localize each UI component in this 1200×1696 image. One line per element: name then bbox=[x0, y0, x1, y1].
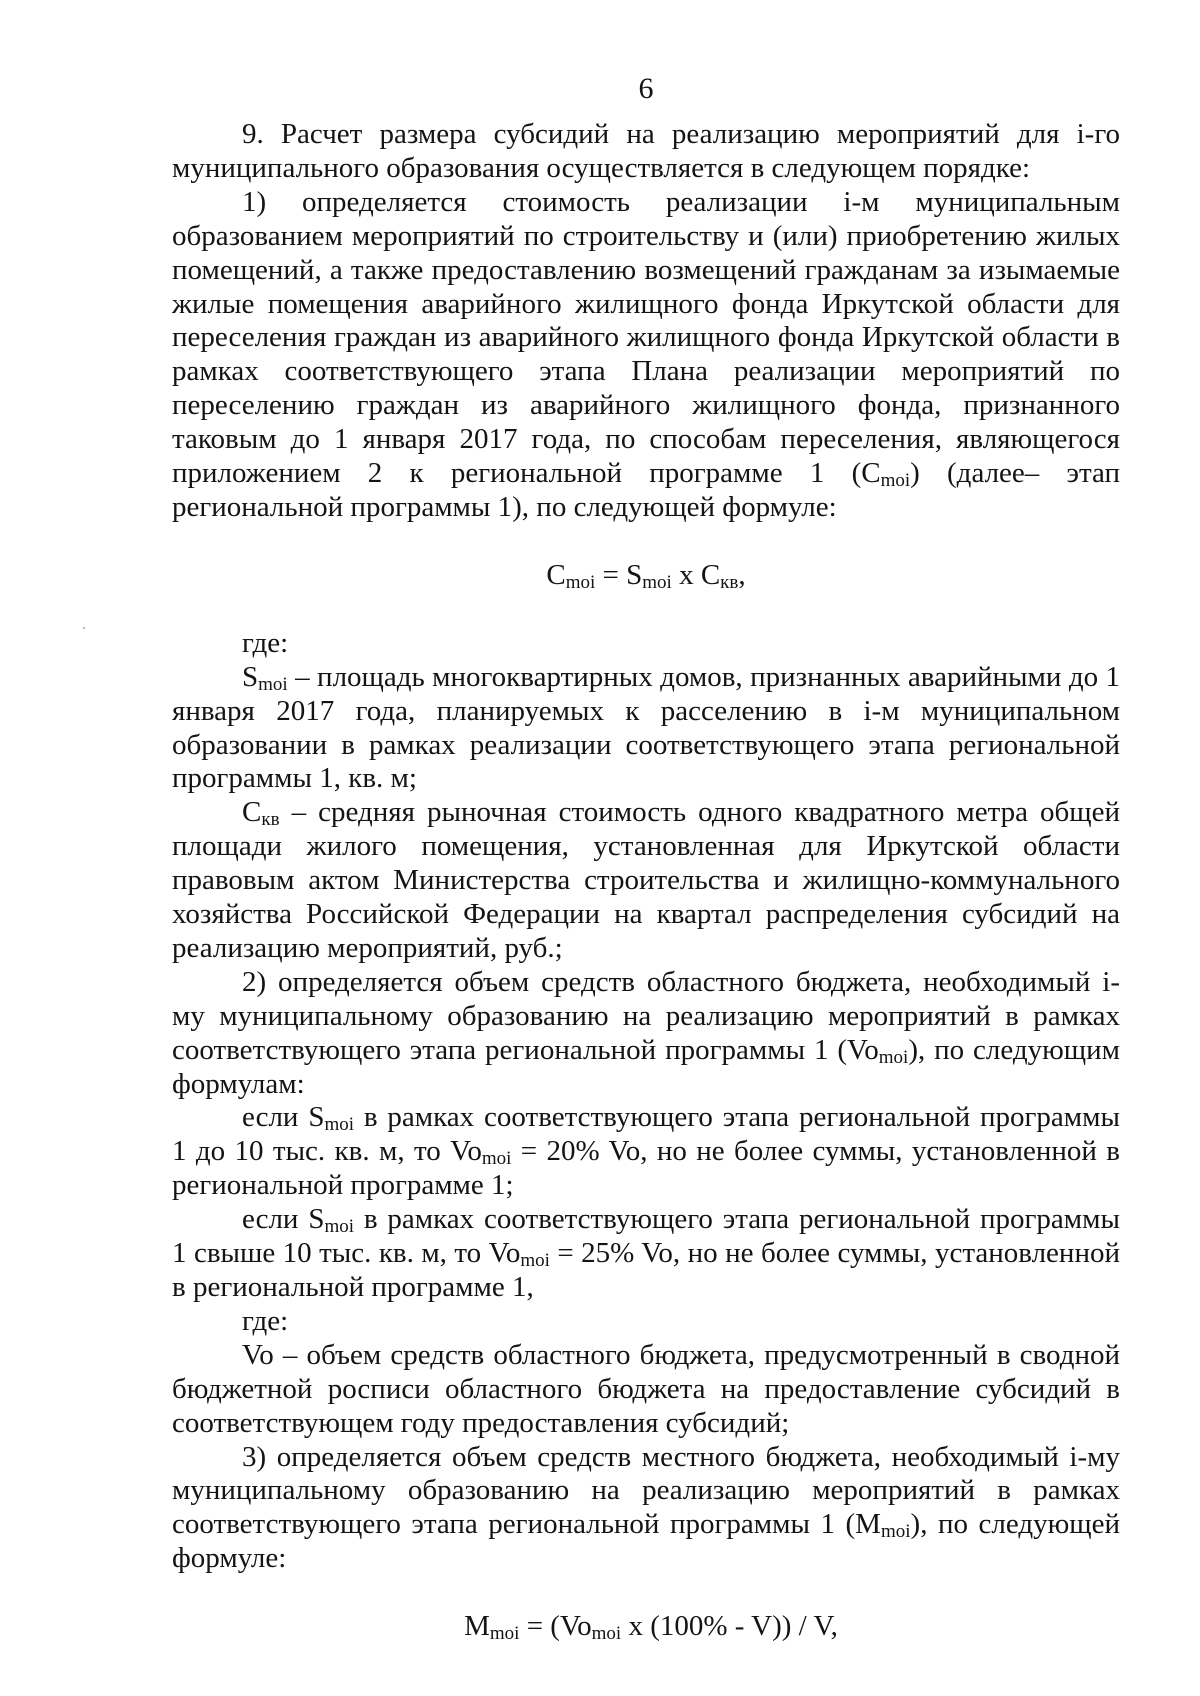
paragraph-step-1: 1) определяется стоимость реализации i-м муниципальным образованием мероприятий по строительству и (или) приобретению жилых помещений, а также предоставлению возмещений гражданам за изымаемые жилые помещения аварийного жилищного фонда Иркутской области для переселения граждан из аварийного жилищного фонда Иркутской области в рамках соответствующего этапа Плана реализации мероприятий по переселению граждан из аварийного жилищного фонда, признанного таковым до 1 января 2017 года, по способам переселения, являющегося приложением 2 к региональной программе 1 $(C_{moi})$ (далее– этап региональной программы 1), по следующей формуле: bbox=[172, 185, 1120, 523]
formula-cost: $C_{moi} = S_{moi}$ x $C_{кв}$, bbox=[546, 558, 746, 593]
where-label-2: где: bbox=[242, 1304, 289, 1337]
scan-speck bbox=[83, 627, 85, 629]
paragraph-step-3: 3) определяется объем средств местного бюджета, необходимый i-му муниципальному образованию на реализацию мероприятий в рамках соответствующего этапа региональной программы 1 $(M_{moi})$, по следующей формуле: bbox=[172, 1440, 1120, 1575]
condition-up-to-10k: если $S_{moi}$ в рамках соответствующего этапа региональной программы 1 до 10 тыс. кв. м, то $Vo_{moi} = 20\%$ Vo, но не более суммы, установленной в региональной программе 1; bbox=[172, 1101, 1120, 1202]
page-number: 6 bbox=[638, 72, 654, 105]
paragraph-step-2: 2) определяется объем средств областного бюджета, необходимый i-му муниципальному образованию на реализацию мероприятий в рамках соответствующего этапа региональной программы 1 $(Vo_{moi})$, по следующим формулам: bbox=[172, 965, 1120, 1100]
formula-local-budget: $M_{moi} = (Vo_{moi}$ x (100% - V)) / V, bbox=[464, 1610, 838, 1645]
definition-c-kv: $C_{кв}$ – средняя рыночная стоимость одного квадратного метра общей площади жилого помещения, установленная для Иркутской области правовым актом Министерства строительства и жилищно-коммунального хозяйства Российской Федерации на квартал распределения субсидий на реализацию мероприятий, руб.; bbox=[172, 796, 1120, 964]
definition-vo: Vo – объем средств областного бюджета, предусмотренный в сводной бюджетной росписи областного бюджета на предоставление субсидий в соответствующем году предоставления субсидий; bbox=[172, 1338, 1120, 1439]
where-label-1: где: bbox=[242, 626, 289, 659]
document-body bbox=[172, 118, 1120, 1644]
condition-over-10k: если $S_{moi}$ в рамках соответствующего этапа региональной программы 1 свыше 10 тыс. кв. м, то $Vo_{moi} = 25\%$ Vo, но не более суммы, установленной в региональной программе 1, bbox=[172, 1203, 1120, 1303]
definition-s-moi: $S_{moi}$ – площадь многоквартирных домов, признанных аварийными до 1 января 2017 года, планируемых к расселению в i-м муниципальном образовании в рамках реализации соответствующего этапа региональной программы 1, кв. м; bbox=[172, 660, 1120, 795]
paragraph-9-intro: 9. Расчет размера субсидий на реализацию мероприятий для i-го муниципального образования осуществляется в следующем порядке: bbox=[172, 118, 1120, 184]
